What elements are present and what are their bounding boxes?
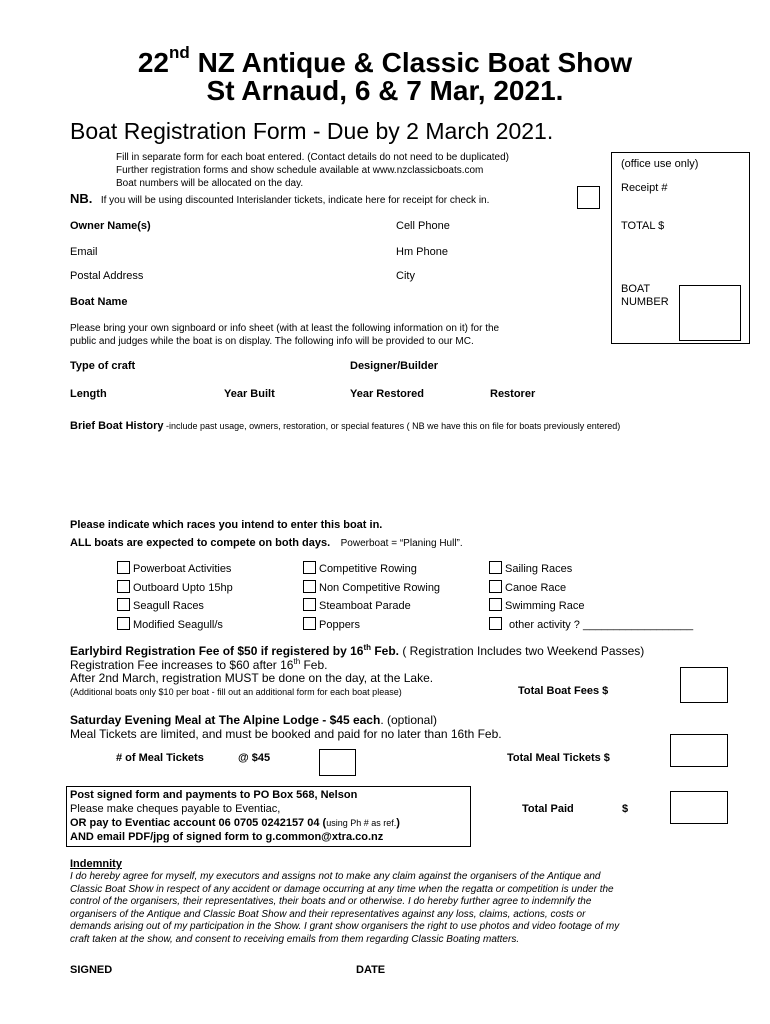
race-option[interactable]: Poppers — [303, 617, 360, 631]
history-note: -include past usage, owners, restoration, or special features ( NB we have this on file for boats previously entered) — [163, 421, 621, 431]
total-label: TOTAL $ — [621, 220, 665, 232]
interislander-checkbox[interactable] — [577, 186, 600, 209]
signboard-line: Please bring your own signboard or info sheet (with at least the following information on it) for the — [70, 323, 500, 334]
nb-row — [70, 190, 489, 208]
note-line: Fill in separate form for each boat entered. (Contact details do not need to be duplicated) — [116, 152, 510, 163]
note-line: Further registration forms and show schedule available at www.nzclassicboats.com — [116, 165, 484, 176]
boat-number-field[interactable] — [679, 285, 741, 341]
checkbox-icon[interactable] — [489, 617, 502, 630]
checkbox-icon[interactable] — [303, 617, 316, 630]
receipt-label: Receipt # — [621, 182, 668, 194]
cell-label: Cell Phone — [396, 220, 450, 232]
city-label: City — [396, 270, 415, 282]
office-label: (office use only) — [621, 158, 699, 170]
indemnity-title: Indemnity — [70, 858, 122, 870]
race-option[interactable]: Canoe Race — [489, 580, 566, 594]
total-paid-label: Total Paid — [522, 803, 574, 815]
total-paid-dollar: $ — [622, 803, 629, 815]
meal-price-label: @ $45 — [238, 752, 271, 764]
earlybird-line: Earlybird Registration Fee of $50 if registered by 16th Feb. ( Registration Includes two Weekend Passes) — [70, 643, 645, 658]
notes — [116, 151, 509, 190]
checkbox-icon[interactable] — [489, 598, 502, 611]
meal-note: Meal Tickets are limited, and must be booked and paid for no later than 16th Feb. — [70, 727, 502, 741]
race-option[interactable]: Outboard Upto 15hp — [117, 580, 233, 594]
races-intro-2 — [70, 533, 463, 551]
additional-note: (Additional boats only $10 per boat - fill out an additional form for each boat please) — [70, 687, 402, 697]
postal-label: Postal Address — [70, 270, 144, 282]
form-title: Boat Registration Form - Due by 2 March 2021. — [70, 118, 554, 144]
designer-label: Designer/Builder — [350, 360, 439, 372]
restorer-label: Restorer — [490, 388, 536, 400]
page-subtitle: St Arnaud, 6 & 7 Mar, 2021. — [206, 75, 564, 106]
page-title: 22nd NZ Antique & Classic Boat Show — [137, 43, 633, 78]
boat-label: BOAT — [621, 283, 651, 295]
owner-label: Owner Name(s) — [70, 220, 151, 232]
boat-name-label: Boat Name — [70, 296, 128, 308]
year-restored-label: Year Restored — [350, 388, 424, 400]
checkbox-icon[interactable] — [489, 561, 502, 574]
race-option[interactable]: Powerboat Activities — [117, 561, 231, 575]
hm-phone-label: Hm Phone — [396, 246, 448, 258]
type-of-craft-label: Type of craft — [70, 360, 136, 372]
nb-text: If you will be using discounted Interislander tickets, indicate here for receipt for check in. — [100, 195, 490, 206]
total-meal-tickets-label: Total Meal Tickets $ — [507, 752, 610, 764]
races-intro-bold: ALL boats are expected to compete on both days. — [70, 537, 331, 549]
signed-label: SIGNED — [70, 964, 113, 976]
race-option[interactable]: Steamboat Parade — [303, 598, 411, 612]
race-option[interactable]: Modified Seagull/s — [117, 617, 223, 631]
signboard-note — [70, 322, 499, 348]
length-label: Length — [70, 388, 107, 400]
meal-tickets-field[interactable] — [319, 749, 356, 776]
history-row — [70, 416, 620, 434]
payment-text: Post signed form and payments to PO Box 568, Nelson Please make cheques payable to Eventiac, OR pay to Eventiac account 06 0705 0242157 04 (using Ph # as ref.) AND email PDF/jpg of signed form to g.common@xtra.co.nz — [70, 789, 400, 843]
nb-label: NB. — [70, 191, 93, 206]
number-label: NUMBER — [621, 296, 669, 308]
race-option[interactable]: Swimming Race — [489, 598, 584, 612]
races-intro: Please indicate which races you intend to enter this boat in. — [70, 519, 383, 531]
checkbox-icon[interactable] — [303, 598, 316, 611]
meal-title: Saturday Evening Meal at The Alpine Lodge - $45 each. (optional) — [70, 713, 438, 727]
year-built-label: Year Built — [224, 388, 275, 400]
race-option[interactable]: Non Competitive Rowing — [303, 580, 440, 594]
history-label: Brief Boat History — [70, 420, 164, 432]
total-boat-fees-field[interactable] — [680, 667, 728, 703]
checkbox-icon[interactable] — [117, 580, 130, 593]
total-paid-field[interactable] — [670, 791, 728, 824]
checkbox-icon[interactable] — [303, 580, 316, 593]
indemnity-text: I do hereby agree for myself, my executors and assigns not to make any claim against the organisers of the Antique and Classic Boat Show in respect of any accident or damage occurring at any time when the regatta or competition is under the control of the organisers, their representatives, their boats and or otherwise. I do hereby further agree to indemnify the organisers of the Antique and Classic Boat Show and their representatives against any loss, claims, actions, costs or demands arising out of my participation in the Show. I grant show organisers the right to use photos and video footage of my craft taken at the show, and consent to receiving emails from them regarding Classic Boating matters. — [70, 871, 620, 945]
race-option[interactable]: other activity ? __________________ — [489, 617, 693, 631]
meal-tickets-label: # of Meal Tickets — [116, 752, 204, 764]
after-line: After 2nd March, registration MUST be done on the day, at the Lake. — [70, 671, 434, 685]
note-line: Boat numbers will be allocated on the day. — [116, 178, 304, 189]
date-label: DATE — [356, 964, 386, 976]
race-option[interactable]: Seagull Races — [117, 598, 204, 612]
race-option[interactable]: Sailing Races — [489, 561, 572, 575]
race-option[interactable]: Competitive Rowing — [303, 561, 417, 575]
checkbox-icon[interactable] — [117, 617, 130, 630]
signboard-line: public and judges while the boat is on display. The following info will be provided to our MC. — [70, 336, 474, 347]
fee-increase-line: Registration Fee increases to $60 after 16th Feb. — [70, 657, 328, 672]
checkbox-icon[interactable] — [303, 561, 316, 574]
checkbox-icon[interactable] — [489, 580, 502, 593]
total-meal-tickets-field[interactable] — [670, 734, 728, 767]
checkbox-icon[interactable] — [117, 561, 130, 574]
checkbox-icon[interactable] — [117, 598, 130, 611]
total-boat-fees-label: Total Boat Fees $ — [518, 685, 609, 697]
powerboat-note: Powerboat = “Planing Hull”. — [340, 538, 463, 549]
email-label: Email — [70, 246, 98, 258]
